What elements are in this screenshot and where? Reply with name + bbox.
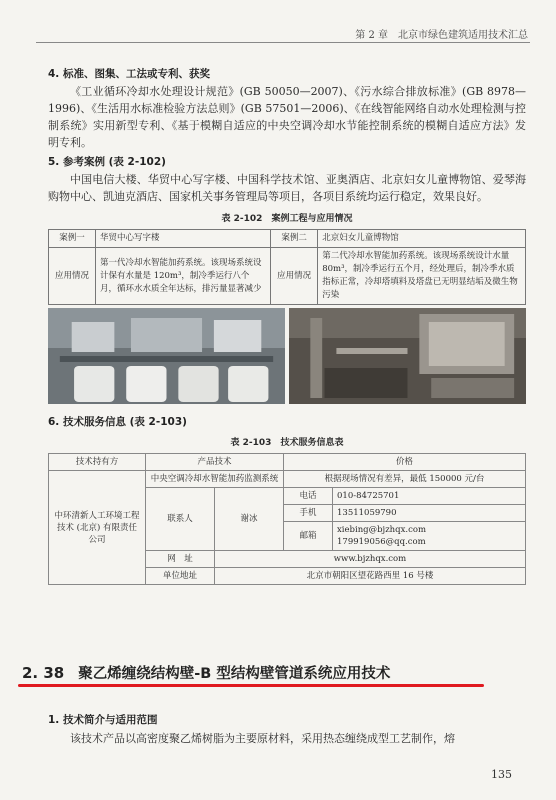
subsection-1-heading: 1. 技术简介与适用范围	[48, 714, 158, 726]
mobile-value: 13511059790	[333, 505, 526, 522]
address-value: 北京市朝阳区望花路西里 16 号楼	[215, 568, 526, 585]
case1-label: 案例一	[49, 230, 96, 248]
col-product-header: 产品技术	[146, 454, 284, 471]
section-number: 2. 38	[22, 664, 65, 682]
product-name: 中央空调冷却水智能加药监测系统	[146, 471, 284, 488]
red-underline	[18, 684, 484, 687]
section-6-heading: 6. 技术服务信息 (表 2-103)	[48, 416, 187, 428]
contact-label: 联系人	[146, 488, 215, 551]
table-row	[49, 471, 526, 488]
contact-name: 谢冰	[215, 488, 284, 551]
app-label-2: 应用情况	[271, 248, 318, 305]
web-value: www.bjzhqx.com	[215, 551, 526, 568]
table-row	[49, 230, 526, 248]
case1-description: 第一代冷却水智能加药系统。该现场系统设计保有水量是 120m³，制冷季运行八个月，循环水水质全年达标，排污量显著减少	[96, 248, 271, 305]
table-row	[49, 454, 526, 471]
address-label: 单位地址	[146, 568, 215, 585]
section-5-text: 中国电信大楼、华贸中心写字楼、中国科学技术馆、亚奥酒店、北京妇女儿童博物馆、爱琴海购物中心、凯迪克酒店、国家机关事务管理局等项目，各项目系统均运行稳定，效果良好。	[48, 173, 526, 203]
section-4-heading: 4. 标准、图集、工法或专利、获奖	[48, 68, 210, 80]
email-values	[333, 522, 526, 551]
subsection-1-text: 该技术产品以高密度聚乙烯树脂为主要原材料，采用热态缠绕成型工艺制作，熔	[70, 732, 455, 745]
col-price-header: 价格	[284, 454, 526, 471]
case1-name: 华贸中心写字楼	[96, 230, 271, 248]
section-title: 聚乙烯缠绕结构壁-B 型结构壁管道系统应用技术	[78, 666, 391, 682]
app-label-1: 应用情况	[49, 248, 96, 305]
page-number: 135	[491, 768, 512, 781]
header-rule	[36, 42, 530, 43]
table-row	[49, 248, 526, 305]
section-4-text: 《工业循环冷却水处理设计规范》(GB 50050—2007)、《污水综合排放标准》(GB 8978—1996)、《生活用水标准检验方法总则》(GB 57501—2006)、《在线智能网络自动水处理检测与控制系统》实用新型专利、《基于模糊自适应的中央空调冷却水节能控制系统的模糊自适应方法》发明专利。	[48, 85, 526, 149]
table-102-caption: 表 2-102 案例工程与应用情况	[221, 214, 353, 224]
web-label: 网 址	[146, 551, 215, 568]
table-103	[48, 453, 526, 585]
case1-photo	[48, 308, 285, 404]
price-value: 根据现场情况有差异，最低 150000 元/台	[284, 471, 526, 488]
case2-name: 北京妇女儿童博物馆	[318, 230, 526, 248]
table-103-caption: 表 2-103 技术服务信息表	[230, 438, 344, 448]
case2-photo	[289, 308, 526, 404]
running-head: 第 2 章 北京市绿色建筑适用技术汇总	[355, 30, 528, 41]
phone-value: 010-84725701	[333, 488, 526, 505]
case-photos	[48, 308, 526, 404]
section-5-heading: 5. 参考案例 (表 2-102)	[48, 156, 166, 168]
phone-label: 电话	[284, 488, 333, 505]
case2-label: 案例二	[271, 230, 318, 248]
holder-name: 中环清新人工环境工程技术 (北京) 有限责任公司	[49, 471, 146, 585]
email-1: xiebing@bjzhqx.com	[337, 525, 427, 535]
case2-description: 第二代冷却水智能加药系统。该现场系统设计水量 80m³，制冷季运行五个月，经处理后，制冷季水质指标正常，冷却塔填料及塔盘已无明显结垢及微生物污染	[318, 248, 526, 305]
mobile-label: 手机	[284, 505, 333, 522]
col-holder-header: 技术持有方	[49, 454, 146, 471]
email-2: 179919056@qq.com	[337, 537, 426, 547]
table-102	[48, 229, 526, 305]
email-label: 邮箱	[284, 522, 333, 551]
main-content	[48, 66, 526, 585]
